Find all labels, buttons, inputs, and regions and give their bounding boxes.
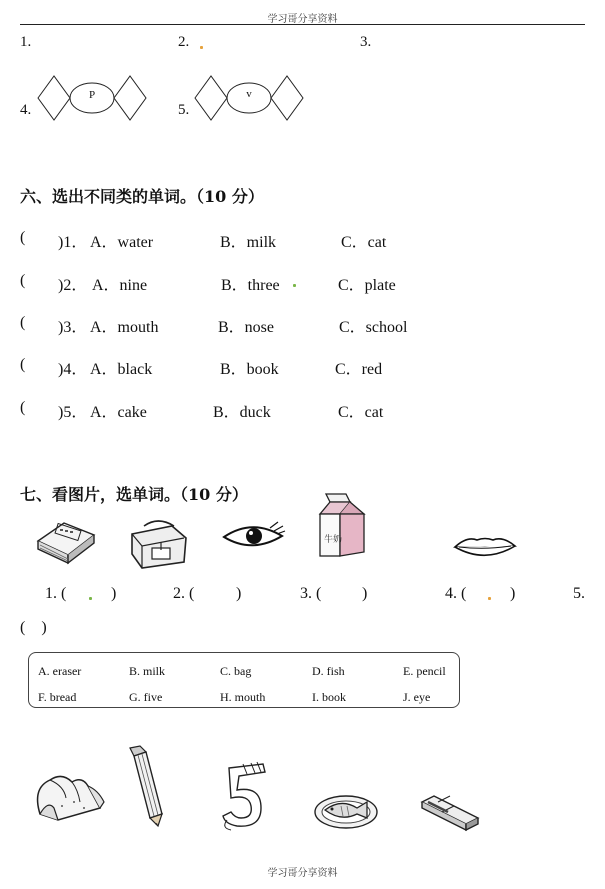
- word-option: C. bag: [220, 664, 252, 678]
- diagram-letter-5: v: [246, 88, 252, 100]
- answer-paren-5[interactable]: (: [20, 399, 26, 416]
- blank-4-close: ): [510, 585, 516, 602]
- option-c-2: C．plate: [338, 277, 396, 294]
- diamond-right: [114, 76, 146, 120]
- section-7-title: 七、看图片，选单词。（10 分）: [20, 485, 248, 504]
- milk-carton-icon: [316, 490, 372, 560]
- answer-paren-4[interactable]: (: [20, 356, 26, 373]
- bread-icon: [28, 768, 110, 824]
- word-option: H. mouth: [220, 690, 266, 704]
- fish-icon: [313, 784, 379, 832]
- mark-dot: [293, 284, 296, 287]
- question-number-4: )4．: [58, 361, 88, 378]
- blank-3-open[interactable]: 3. (: [300, 585, 322, 602]
- eraser-icon: [418, 792, 482, 832]
- option-c-3: C．school: [339, 319, 408, 336]
- option-b-1: B．milk: [220, 234, 277, 251]
- header-divider: [20, 24, 585, 25]
- diamond-left: [195, 76, 227, 120]
- page-footer: 学习哥分享资料: [267, 868, 338, 879]
- book-icon: [34, 515, 98, 567]
- diamond-left: [38, 76, 70, 120]
- word-option: J. eye: [403, 690, 431, 704]
- option-b-3: B．nose: [218, 319, 275, 336]
- diagram-letter-4: P: [88, 89, 96, 101]
- word-option: E. pencil: [403, 664, 446, 678]
- item-number-1: 1.: [20, 34, 32, 50]
- word-option: I. book: [312, 690, 346, 704]
- blank-1-open[interactable]: 1. (: [45, 585, 67, 602]
- blank-4-open[interactable]: 4. (: [445, 585, 467, 602]
- option-a-2: A．nine: [92, 277, 148, 294]
- option-b-4: B．book: [220, 361, 279, 378]
- mark-dot: [488, 597, 491, 600]
- option-a-3: A．mouth: [90, 319, 159, 336]
- option-b-2: B．three: [221, 277, 280, 294]
- blank-1-close: ): [111, 585, 117, 602]
- eye-icon: [222, 522, 286, 552]
- svg-text:牛奶: 牛奶: [324, 535, 343, 545]
- blank-5-paren[interactable]: ( ): [20, 619, 47, 636]
- question-number-2: )2．: [58, 277, 88, 294]
- word-option: G. five: [129, 690, 163, 704]
- option-c-5: C．cat: [338, 404, 384, 421]
- option-c-1: C．cat: [341, 234, 387, 251]
- option-a-4: A．black: [90, 361, 153, 378]
- mark-dot: [89, 597, 92, 600]
- section-6-title: 六、选出不同类的单词。（10 分）: [20, 187, 264, 206]
- option-c-4: C．red: [335, 361, 383, 378]
- item-number-5: 5.: [178, 102, 190, 118]
- page-header: 学习哥分享资料: [267, 14, 338, 25]
- blank-5-number: 5.: [573, 585, 585, 602]
- blank-3-close: ): [362, 585, 368, 602]
- option-a-1: A．water: [90, 234, 154, 251]
- answer-paren-1[interactable]: (: [20, 229, 26, 246]
- blank-2-close: ): [236, 585, 242, 602]
- item-number-2: 2.: [178, 34, 190, 50]
- option-b-5: B．duck: [213, 404, 271, 421]
- pencil-icon: [124, 744, 168, 828]
- word-option: B. milk: [129, 664, 166, 678]
- answer-paren-2[interactable]: (: [20, 272, 26, 289]
- question-number-3: )3．: [58, 319, 88, 336]
- question-number-1: )1．: [58, 234, 88, 251]
- word-option: A. eraser: [38, 664, 82, 678]
- question-number-5: )5．: [58, 404, 88, 421]
- word-option: D. fish: [312, 664, 345, 678]
- mouth-icon: [453, 534, 517, 560]
- answer-paren-3[interactable]: (: [20, 314, 26, 331]
- diamond-right: [271, 76, 303, 120]
- word-option: F. bread: [38, 690, 77, 704]
- mark-dot: [200, 46, 203, 49]
- option-a-5: A．cake: [90, 404, 147, 421]
- item-number-3: 3.: [360, 34, 372, 50]
- item-number-4: 4.: [20, 102, 32, 118]
- five-icon: [217, 762, 271, 832]
- bag-icon: [126, 518, 190, 570]
- blank-2-open[interactable]: 2. (: [173, 585, 195, 602]
